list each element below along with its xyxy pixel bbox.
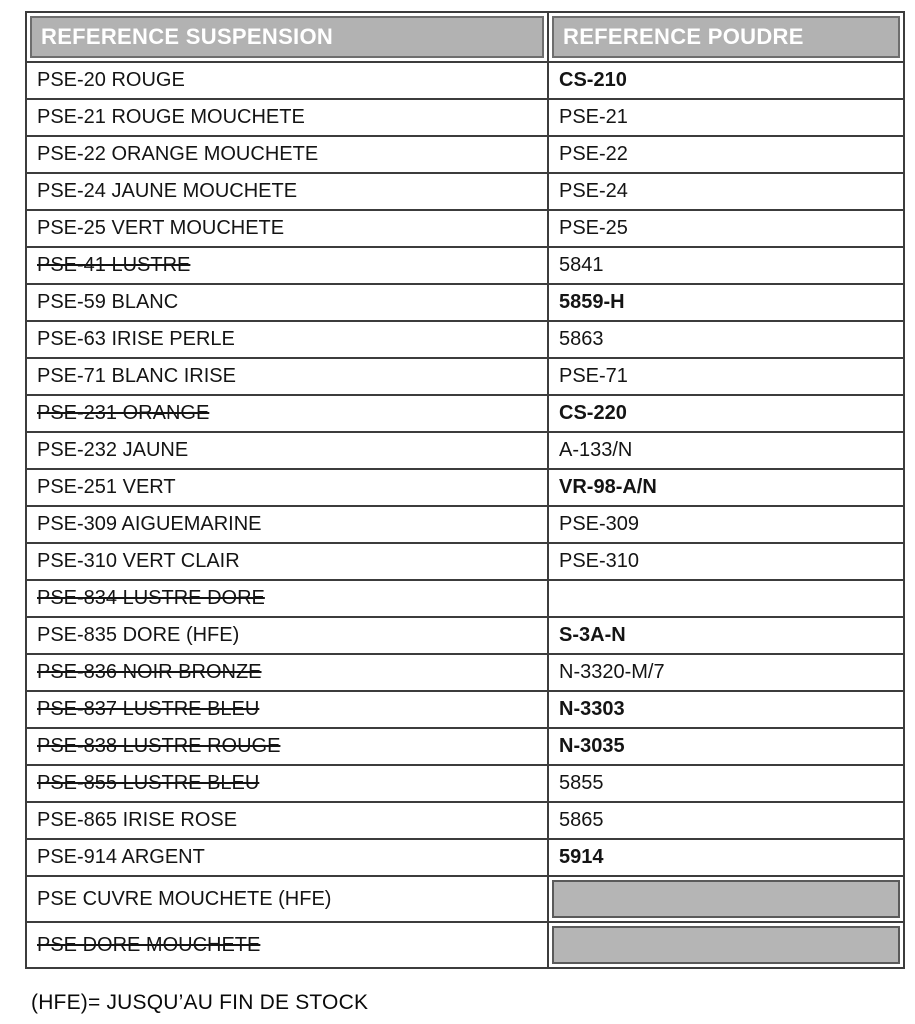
poudre-value: 5855 xyxy=(559,772,604,794)
poudre-cell xyxy=(548,173,904,210)
suspension-cell xyxy=(26,321,548,358)
suspension-cell xyxy=(26,136,548,173)
suspension-value: PSE-20 ROUGE xyxy=(37,69,185,91)
poudre-cell xyxy=(548,691,904,728)
poudre-value: CS-210 xyxy=(559,69,627,91)
poudre-value: 5914 xyxy=(559,846,604,868)
poudre-value: PSE-25 xyxy=(559,217,628,239)
gray-filler-box xyxy=(552,926,900,964)
table-row xyxy=(26,469,904,506)
suspension-value: PSE-309 AIGUEMARINE xyxy=(37,513,262,535)
poudre-cell xyxy=(548,506,904,543)
poudre-cell xyxy=(548,617,904,654)
table-row xyxy=(26,802,904,839)
table-row xyxy=(26,580,904,617)
suspension-cell xyxy=(26,358,548,395)
poudre-value: N-3303 xyxy=(559,698,625,720)
table-row xyxy=(26,358,904,395)
poudre-cell xyxy=(548,432,904,469)
poudre-cell xyxy=(548,876,904,922)
suspension-value: PSE-59 BLANC xyxy=(37,291,179,313)
col-header-suspension-label: REFERENCE SUSPENSION xyxy=(30,16,544,58)
poudre-value: 5865 xyxy=(559,809,604,831)
poudre-cell xyxy=(548,469,904,506)
suspension-cell xyxy=(26,691,548,728)
suspension-value: PSE CUVRE MOUCHETE (HFE) xyxy=(37,887,332,910)
suspension-value: PSE-63 IRISE PERLE xyxy=(37,328,235,350)
poudre-cell xyxy=(548,580,904,617)
suspension-cell xyxy=(26,617,548,654)
table-row xyxy=(26,691,904,728)
suspension-cell xyxy=(26,728,548,765)
suspension-value: PSE-838 LUSTRE ROUGE xyxy=(37,735,281,757)
poudre-value: 5863 xyxy=(559,328,604,350)
suspension-cell xyxy=(26,654,548,691)
suspension-cell xyxy=(26,580,548,617)
poudre-cell xyxy=(548,210,904,247)
suspension-cell xyxy=(26,839,548,876)
suspension-cell xyxy=(26,506,548,543)
suspension-value: PSE-251 VERT xyxy=(37,476,176,498)
suspension-cell xyxy=(26,802,548,839)
poudre-cell xyxy=(548,247,904,284)
table-row xyxy=(26,173,904,210)
suspension-cell xyxy=(26,876,548,922)
suspension-value: PSE-24 JAUNE MOUCHETE xyxy=(37,180,298,202)
table-row xyxy=(26,506,904,543)
suspension-value: PSE-41 LUSTRE xyxy=(37,254,191,276)
table-row xyxy=(26,62,904,99)
footer-note: (HFE)= JUSQU’AU FIN DE STOCK xyxy=(31,991,369,1014)
poudre-value: PSE-22 xyxy=(559,143,628,165)
suspension-value: PSE-21 ROUGE MOUCHETE xyxy=(37,106,305,128)
suspension-value: PSE-232 JAUNE xyxy=(37,439,189,461)
reference-table xyxy=(25,11,905,969)
poudre-value: N-3320-M/7 xyxy=(559,661,665,683)
suspension-value: PSE-71 BLANC IRISE xyxy=(37,365,236,387)
table-row xyxy=(26,210,904,247)
table-row xyxy=(26,432,904,469)
poudre-cell xyxy=(548,654,904,691)
poudre-cell xyxy=(548,358,904,395)
suspension-value: PSE-25 VERT MOUCHETE xyxy=(37,217,285,239)
suspension-cell xyxy=(26,62,548,99)
table-row xyxy=(26,728,904,765)
suspension-value: PSE-22 ORANGE MOUCHETE xyxy=(37,143,319,165)
suspension-cell xyxy=(26,765,548,802)
suspension-cell xyxy=(26,922,548,968)
col-header-poudre xyxy=(548,12,904,62)
poudre-cell xyxy=(548,284,904,321)
suspension-value: PSE-835 DORE (HFE) xyxy=(37,624,240,646)
poudre-cell xyxy=(548,136,904,173)
poudre-value: 5859-H xyxy=(559,291,625,313)
reference-table-wrap xyxy=(25,11,905,969)
suspension-cell xyxy=(26,247,548,284)
poudre-value: PSE-21 xyxy=(559,106,628,128)
table-row xyxy=(26,247,904,284)
table-row xyxy=(26,654,904,691)
suspension-value: PSE-865 IRISE ROSE xyxy=(37,809,238,831)
table-body xyxy=(26,62,904,968)
suspension-value: PSE-231 ORANGE xyxy=(37,402,210,424)
poudre-cell xyxy=(548,839,904,876)
poudre-cell xyxy=(548,765,904,802)
poudre-value: PSE-309 xyxy=(559,513,640,535)
col-header-poudre-label: REFERENCE POUDRE xyxy=(552,16,900,58)
table-row xyxy=(26,543,904,580)
table-row xyxy=(26,876,904,922)
poudre-value: PSE-24 xyxy=(559,180,628,202)
table-row xyxy=(26,395,904,432)
col-header-suspension xyxy=(26,12,548,62)
poudre-value: A-133/N xyxy=(559,439,633,461)
poudre-cell xyxy=(548,62,904,99)
table-row xyxy=(26,839,904,876)
suspension-cell xyxy=(26,99,548,136)
suspension-value: PSE-837 LUSTRE BLEU xyxy=(37,698,260,720)
table-row xyxy=(26,765,904,802)
header-row xyxy=(26,12,904,62)
poudre-value: N-3035 xyxy=(559,735,625,757)
suspension-cell xyxy=(26,210,548,247)
suspension-cell xyxy=(26,543,548,580)
suspension-cell xyxy=(26,469,548,506)
suspension-cell xyxy=(26,395,548,432)
poudre-cell xyxy=(548,802,904,839)
suspension-cell xyxy=(26,432,548,469)
suspension-cell xyxy=(26,284,548,321)
table-row xyxy=(26,321,904,358)
table-header xyxy=(26,12,904,62)
poudre-cell xyxy=(548,543,904,580)
table-row xyxy=(26,284,904,321)
poudre-cell xyxy=(548,321,904,358)
suspension-value: PSE DORE MOUCHETE xyxy=(37,933,261,956)
gray-filler-box xyxy=(552,880,900,918)
poudre-cell xyxy=(548,728,904,765)
poudre-value: CS-220 xyxy=(559,402,627,424)
poudre-cell xyxy=(548,99,904,136)
suspension-value: PSE-914 ARGENT xyxy=(37,846,205,868)
poudre-value: PSE-310 xyxy=(559,550,640,572)
suspension-value: PSE-834 LUSTRE DORE xyxy=(37,587,265,609)
table-row xyxy=(26,136,904,173)
poudre-value: S-3A-N xyxy=(559,624,626,646)
table-row xyxy=(26,99,904,136)
table-row xyxy=(26,617,904,654)
poudre-cell xyxy=(548,395,904,432)
suspension-value: PSE-855 LUSTRE BLEU xyxy=(37,772,260,794)
poudre-cell xyxy=(548,922,904,968)
table-row xyxy=(26,922,904,968)
suspension-value: PSE-310 VERT CLAIR xyxy=(37,550,240,572)
poudre-value: VR-98-A/N xyxy=(559,476,657,498)
poudre-value: 5841 xyxy=(559,254,604,276)
suspension-cell xyxy=(26,173,548,210)
poudre-value: PSE-71 xyxy=(559,365,628,387)
suspension-value: PSE-836 NOIR BRONZE xyxy=(37,661,262,683)
